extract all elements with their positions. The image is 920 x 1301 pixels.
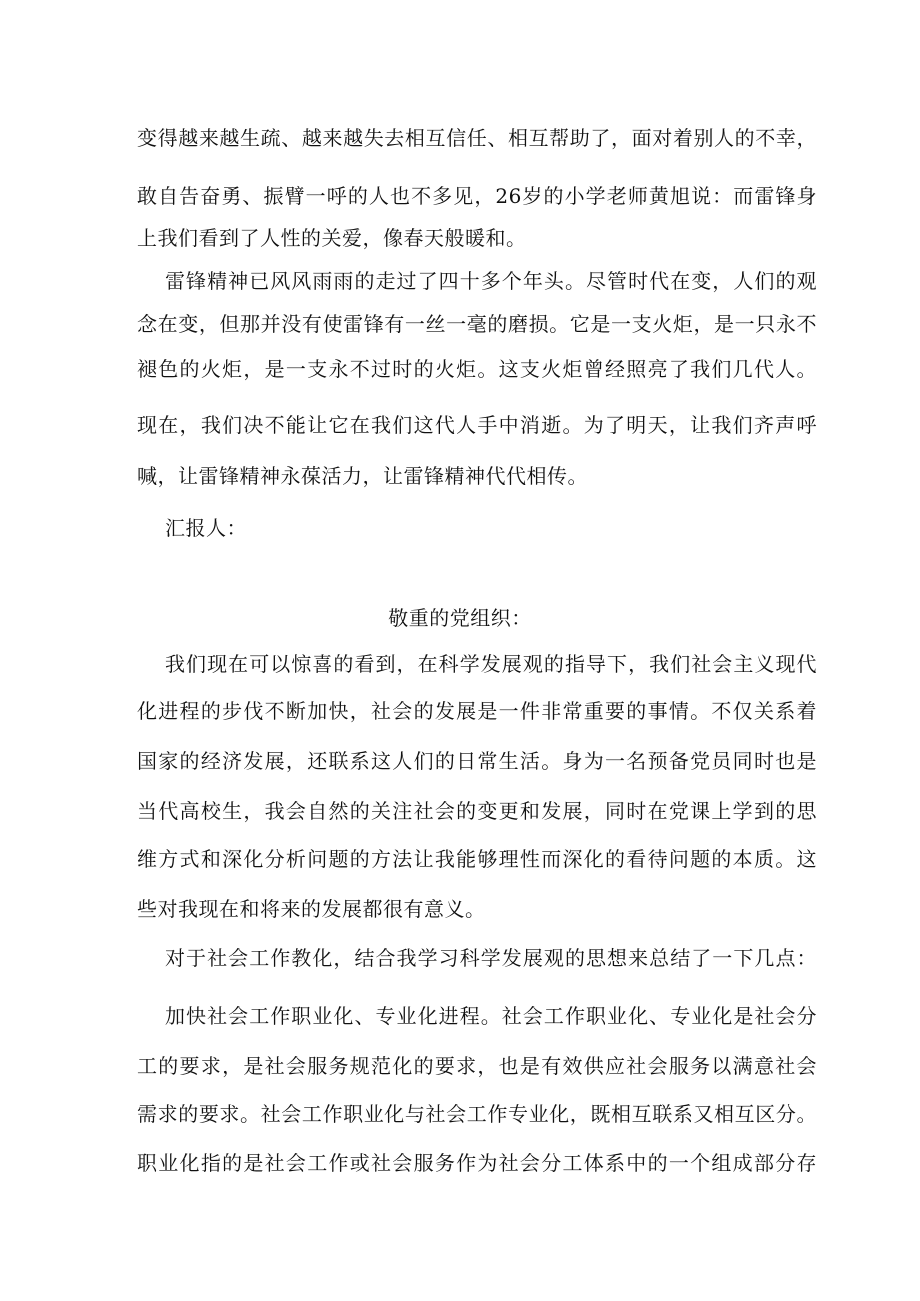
para3-line-6: 些对我现在和将来的发展都很有意义。 [137, 897, 486, 921]
para1-line-2: 敢自告奋勇、振臂一呼的人也不多见，26岁的小学老师黄旭说：而雷锋身 [137, 184, 817, 208]
para5-line-2: 工的要求，是社会服务规范化的要求，也是有效供应社会服务以满意社会 [137, 1054, 817, 1078]
para5-line-4: 职业化指的是社会工作或社会服务作为社会分工体系中的一个组成部分存 [137, 1151, 817, 1175]
para5-line-1: 加快社会工作职业化、专业化进程。社会工作职业化、专业化是社会分 [165, 1004, 817, 1028]
para3-line-3: 国家的经济发展，还联系这人们的日常生活。身为一名预备党员同时也是 [137, 749, 817, 773]
para2-line-1: 雷锋精神已风风雨雨的走过了四十多个年头。尽管时代在变，人们的观 [165, 269, 817, 293]
para3-line-2: 化进程的步伐不断加快，社会的发展是一件非常重要的事情。不仅关系着 [137, 699, 817, 723]
para2-line-3: 褪色的火炬，是一支永不过时的火炬。这支火炬曾经照亮了我们几代人。 [137, 357, 817, 381]
para2-line-4: 现在，我们决不能让它在我们这代人手中消逝。为了明天，让我们齐声呼 [137, 413, 817, 437]
salutation: 敬重的党组织： [388, 606, 532, 630]
para3-line-4: 当代高校生，我会自然的关注社会的变更和发展，同时在党课上学到的思 [137, 799, 817, 823]
para1-line-1: 变得越来越生疏、越来越失去相互信任、相互帮助了，面对着别人的不幸， [137, 126, 817, 150]
para5-line-3: 需求的要求。社会工作职业化与社会工作专业化，既相互联系又相互区分。 [137, 1102, 817, 1126]
para4-line-1: 对于社会工作教化，结合我学习科学发展观的思想来总结了一下几点： [165, 946, 817, 970]
reporter-label: 汇报人： [165, 516, 247, 540]
para2-line-5: 喊，让雷锋精神永葆活力，让雷锋精神代代相传。 [137, 464, 588, 488]
para2-line-2: 念在变，但那并没有使雷锋有一丝一毫的磨损。它是一支火炬，是一只永不 [137, 312, 817, 336]
para1-line-3: 上我们看到了人性的关爱，像春天般暖和。 [137, 226, 527, 250]
para3-line-1: 我们现在可以惊喜的看到，在科学发展观的指导下，我们社会主义现代 [165, 652, 817, 676]
para3-line-5: 维方式和深化分析问题的方法让我能够理性而深化的看待问题的本质。这 [137, 847, 817, 871]
